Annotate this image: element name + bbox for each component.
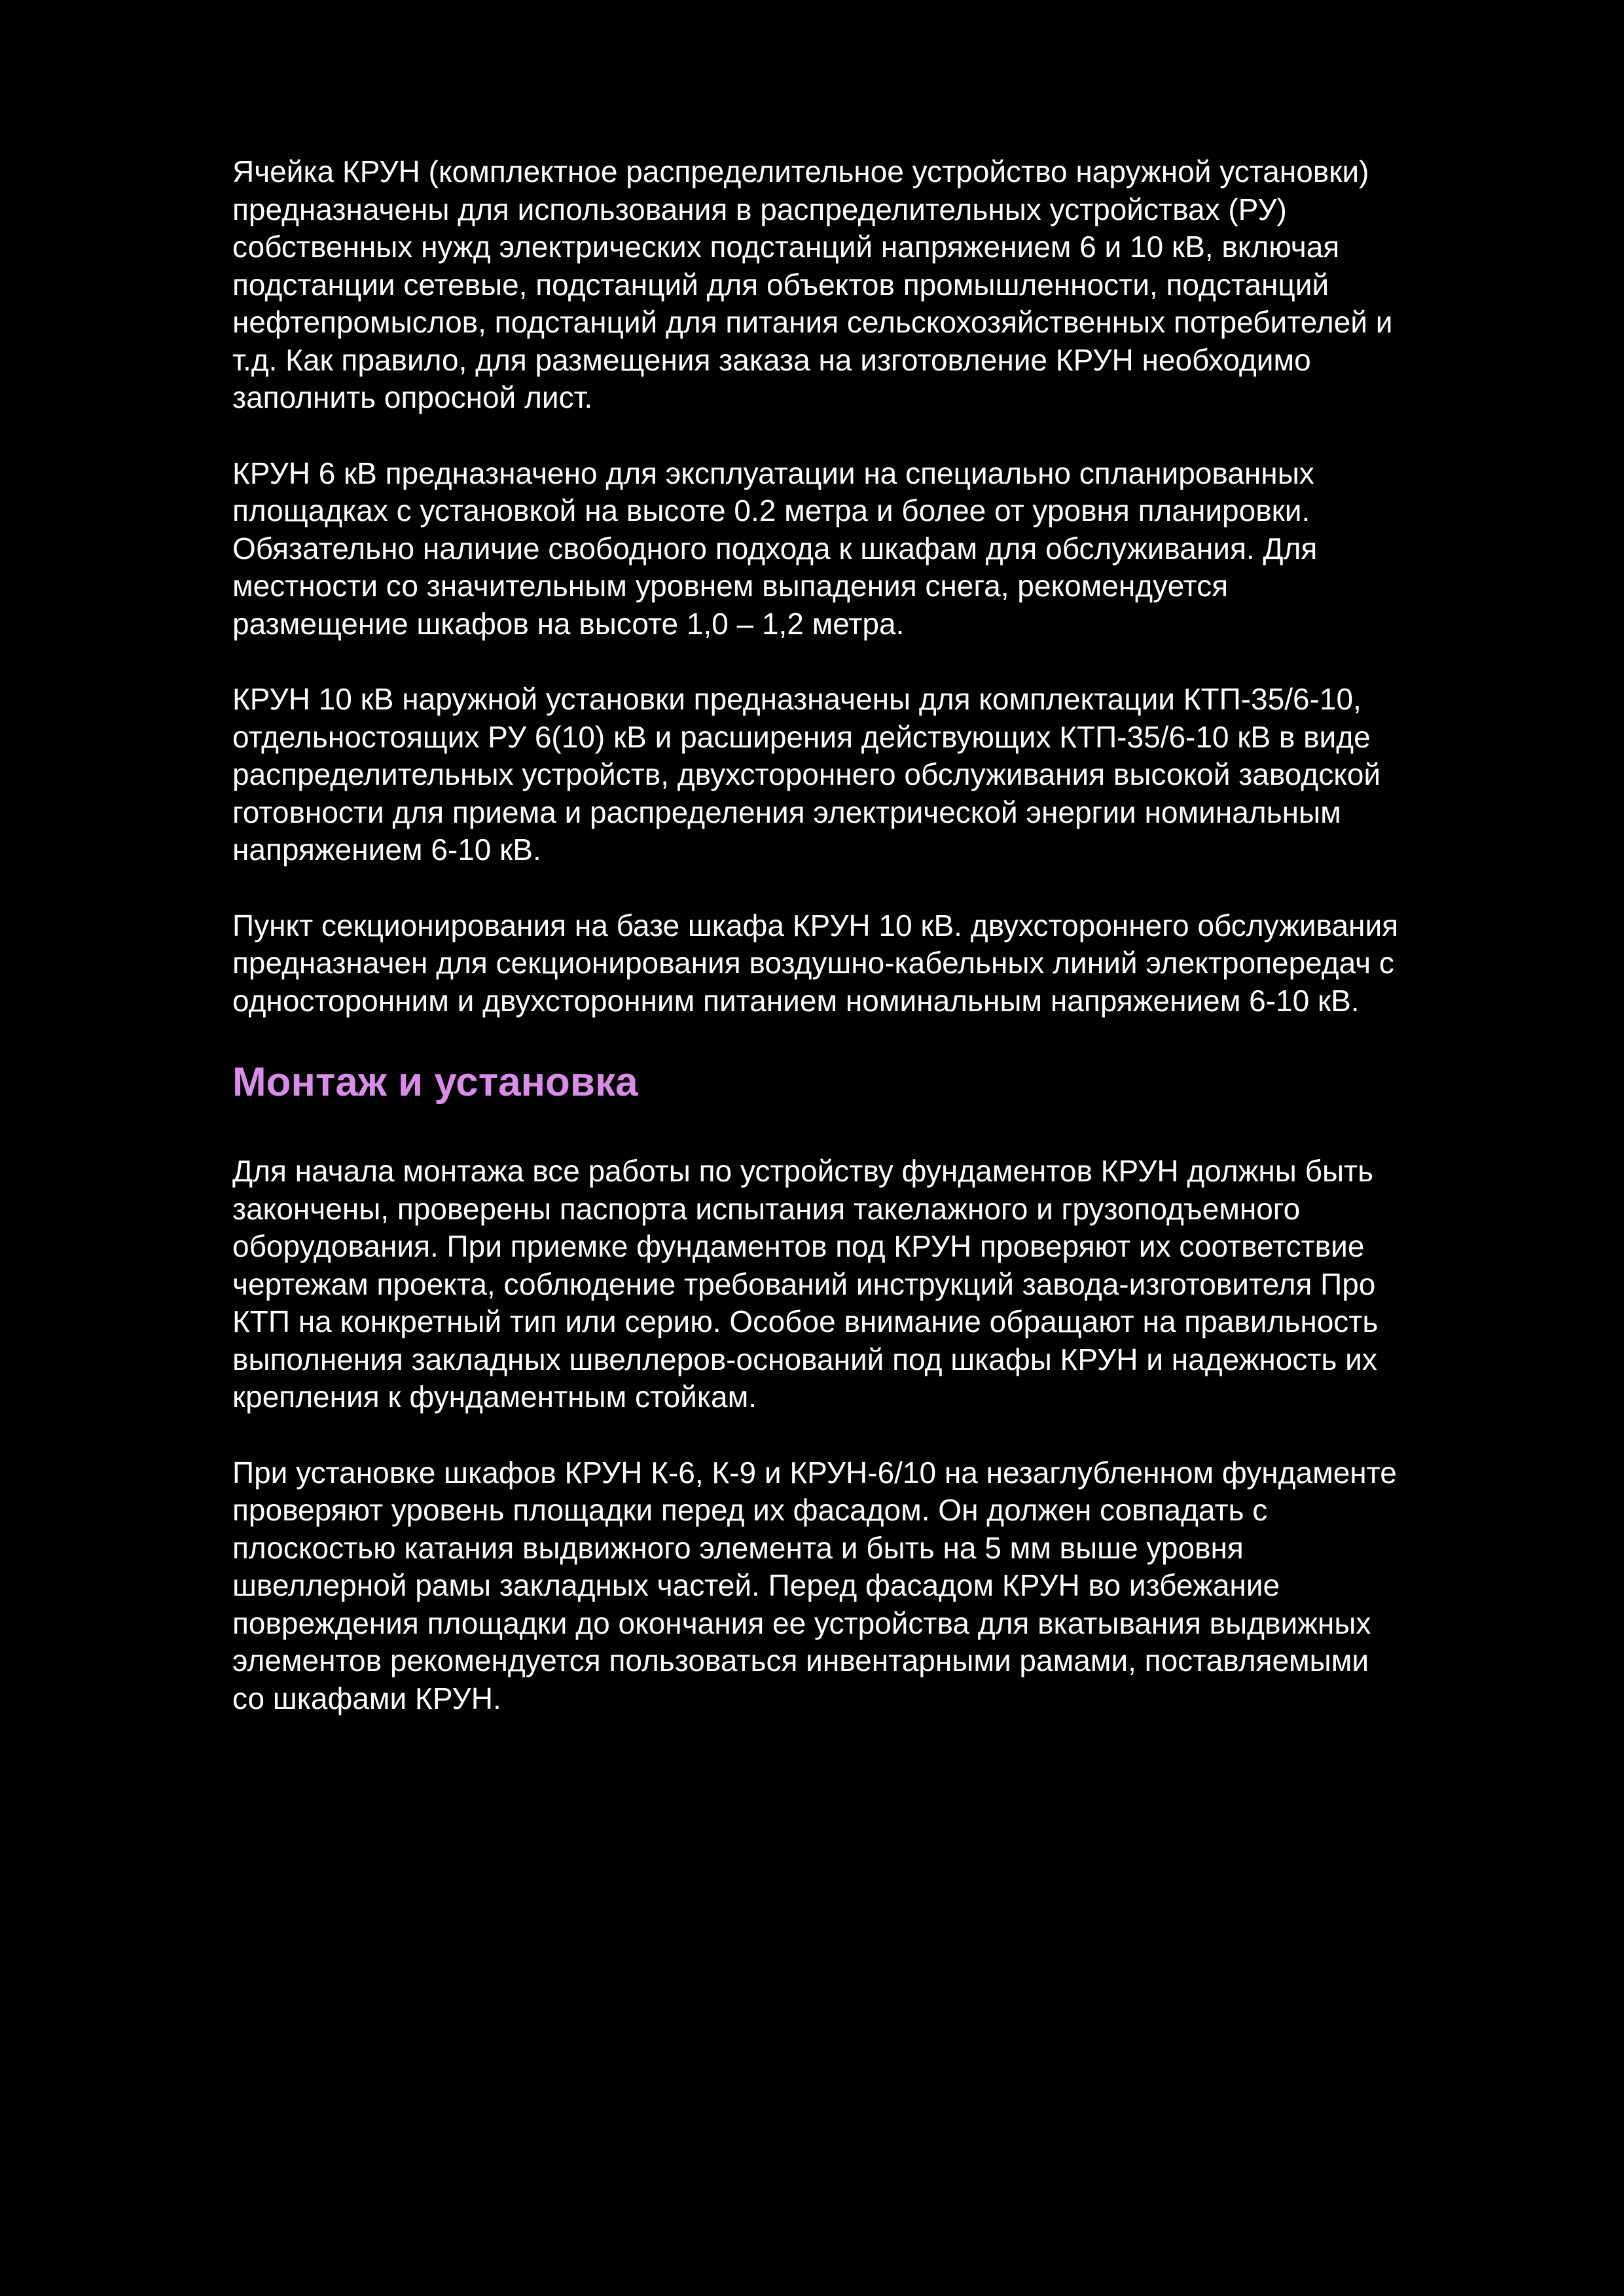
- document-body: [232, 153, 1515, 1717]
- paragraph-sectioning-point: Пункт секционирования на базе шкафа КРУН 10 кВ. двухстороннего обслуживания предназначен для секционирования воздушно-кабельных линий электропередач с односторонним и двухсторонним питанием номинальным напряжением 6-10 кВ.: [232, 908, 1399, 1018]
- paragraph-kru-intro: Ячейка КРУН (комплектное распределительное устройство наружной установки) предназначены для использования в распределительных устройствах (РУ) собственных нужд электрических подстанций напряжением 6 и 10 кВ, включая подстанции сетевые, подстанций для объектов промышленности, подстанций нефтепромыслов, подстанций для питания сельскохозяйственных потребителей и т.д. Как правило, для размещения заказа на изготовление КРУН необходимо заполнить опросной лист.: [232, 154, 1393, 414]
- paragraph-kru-6kv: КРУН 6 кВ предназначено для эксплуатации на специально спланированных площадках с установкой на высоте 0.2 метра и более от уровня планировки. Обязательно наличие свободного подхода к шкафам для обслуживания. Для местности со значительным уровнем выпадения снега, рекомендуется размещение шкафов на высоте 1,0 – 1,2 метра.: [232, 456, 1318, 641]
- section-heading-installation: Монтаж и установка: [232, 1060, 638, 1105]
- paragraph-kru-10kv: КРУН 10 кВ наружной установки предназначены для комплектации КТП-35/6-10, отдельностоящих РУ 6(10) кВ и расширения действующих КТП-35/6-10 кВ в виде распределительных устройств, двухстороннего обслуживания высокой заводской готовности для приема и распределения электрической энергии номинальным напряжением 6-10 кВ.: [232, 682, 1381, 867]
- paragraph-cabinet-installation: При установке шкафов КРУН К-6, К-9 и КРУН-6/10 на незаглубленном фундаменте проверяют уровень площадки перед их фасадом. Он должен совпадать с плоскостью катания выдвижного элемента и быть на 5 мм выше уровня швеллерной рамы закладных частей. Перед фасадом КРУН во избежание повреждения площадки до окончания ее устройства для вкатывания выдвижных элементов рекомендуется пользоваться инвентарными рамами, поставляемыми со шкафами КРУН.: [232, 1455, 1397, 1715]
- paragraph-foundation: Для начала монтажа все работы по устройству фундаментов КРУН должны быть закончены, проверены паспорта испытания такелажного и грузоподъемного оборудования. При приемке фундаментов под КРУН проверяют их соответствие чертежам проекта, соблюдение требований инструкций завода-изготовителя Про КТП на конкретный тип или серию. Особое внимание обращают на правильность выполнения закладных швеллеров-оснований под шкафы КРУН и надежность их крепления к фундаментным стойкам.: [232, 1154, 1379, 1414]
